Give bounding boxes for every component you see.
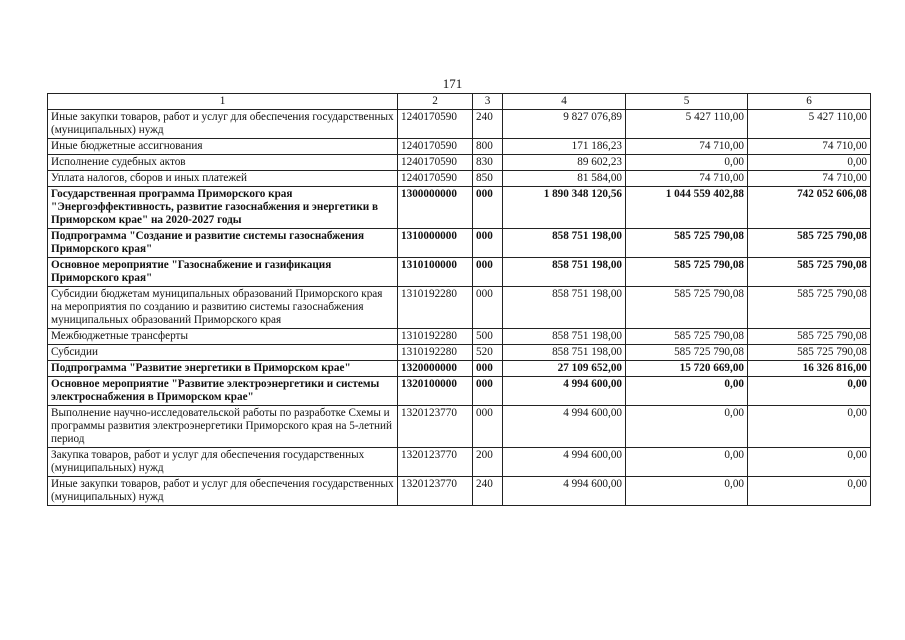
table-row [48, 448, 871, 477]
cell-amount-col5: 5 427 110,00 [626, 110, 748, 139]
cell-type: 000 [473, 287, 503, 329]
table-header-row [48, 94, 871, 110]
cell-amount-col4: 89 602,23 [503, 155, 626, 171]
cell-amount-col4: 858 751 198,00 [503, 258, 626, 287]
table-row [48, 229, 871, 258]
cell-name: Основное мероприятие "Газоснабжение и газификация Приморского края" [48, 258, 398, 287]
cell-amount-col5: 0,00 [626, 477, 748, 506]
cell-amount-col4: 4 994 600,00 [503, 377, 626, 406]
cell-amount-col4: 171 186,23 [503, 139, 626, 155]
cell-amount-col5: 74 710,00 [626, 171, 748, 187]
cell-type: 850 [473, 171, 503, 187]
column-header: 5 [626, 94, 748, 110]
cell-amount-col5: 0,00 [626, 377, 748, 406]
cell-name: Межбюджетные трансферты [48, 329, 398, 345]
cell-name: Иные бюджетные ассигнования [48, 139, 398, 155]
cell-amount-col4: 81 584,00 [503, 171, 626, 187]
cell-amount-col4: 858 751 198,00 [503, 287, 626, 329]
cell-type: 000 [473, 187, 503, 229]
cell-amount-col5: 585 725 790,08 [626, 287, 748, 329]
cell-amount-col4: 4 994 600,00 [503, 448, 626, 477]
cell-amount-col4: 9 827 076,89 [503, 110, 626, 139]
cell-amount-col5: 1 044 559 402,88 [626, 187, 748, 229]
cell-type: 240 [473, 477, 503, 506]
cell-type: 000 [473, 258, 503, 287]
budget-table [47, 93, 871, 506]
cell-name: Субсидии бюджетам муниципальных образований Приморского края на мероприятия по созданию и развитию системы газоснабжения муниципальных образований Приморского края [48, 287, 398, 329]
column-header: 3 [473, 94, 503, 110]
cell-name: Субсидии [48, 345, 398, 361]
cell-type: 000 [473, 229, 503, 258]
cell-name: Исполнение судебных актов [48, 155, 398, 171]
cell-amount-col6: 585 725 790,08 [748, 345, 871, 361]
cell-code: 1310192280 [398, 287, 473, 329]
cell-amount-col6: 16 326 816,00 [748, 361, 871, 377]
cell-amount-col6: 0,00 [748, 477, 871, 506]
cell-amount-col5: 585 725 790,08 [626, 329, 748, 345]
cell-type: 500 [473, 329, 503, 345]
cell-type: 200 [473, 448, 503, 477]
table-row [48, 329, 871, 345]
cell-amount-col6: 0,00 [748, 377, 871, 406]
cell-amount-col6: 585 725 790,08 [748, 258, 871, 287]
cell-name: Выполнение научно-исследовательской работы по разработке Схемы и программы развития электроэнергетики Приморского края на 5-летний период [48, 406, 398, 448]
table-row [48, 171, 871, 187]
cell-code: 1240170590 [398, 171, 473, 187]
cell-name: Подпрограмма "Развитие энергетики в Приморском крае" [48, 361, 398, 377]
page-number: 171 [442, 76, 463, 91]
cell-name: Закупка товаров, работ и услуг для обеспечения государственных (муниципальных) нужд [48, 448, 398, 477]
table-row [48, 406, 871, 448]
cell-name: Иные закупки товаров, работ и услуг для обеспечения государственных (муниципальных) нужд [48, 477, 398, 506]
cell-code: 1300000000 [398, 187, 473, 229]
table-row [48, 477, 871, 506]
cell-type: 830 [473, 155, 503, 171]
cell-type: 240 [473, 110, 503, 139]
cell-amount-col6: 0,00 [748, 448, 871, 477]
table-row [48, 155, 871, 171]
column-header: 6 [748, 94, 871, 110]
cell-amount-col6: 585 725 790,08 [748, 287, 871, 329]
cell-amount-col4: 4 994 600,00 [503, 406, 626, 448]
table-row [48, 258, 871, 287]
cell-amount-col5: 74 710,00 [626, 139, 748, 155]
cell-type: 000 [473, 361, 503, 377]
table-row [48, 377, 871, 406]
cell-type: 000 [473, 406, 503, 448]
cell-amount-col4: 858 751 198,00 [503, 345, 626, 361]
cell-code: 1310192280 [398, 345, 473, 361]
cell-amount-col6: 585 725 790,08 [748, 329, 871, 345]
cell-code: 1310192280 [398, 329, 473, 345]
cell-amount-col5: 15 720 669,00 [626, 361, 748, 377]
cell-type: 000 [473, 377, 503, 406]
cell-amount-col4: 1 890 348 120,56 [503, 187, 626, 229]
cell-name: Подпрограмма "Создание и развитие системы газоснабжения Приморского края" [48, 229, 398, 258]
cell-amount-col6: 5 427 110,00 [748, 110, 871, 139]
cell-code: 1240170590 [398, 139, 473, 155]
cell-amount-col6: 74 710,00 [748, 139, 871, 155]
table-row [48, 345, 871, 361]
table-row [48, 187, 871, 229]
cell-amount-col6: 74 710,00 [748, 171, 871, 187]
cell-amount-col6: 742 052 606,08 [748, 187, 871, 229]
table-row [48, 110, 871, 139]
cell-amount-col4: 4 994 600,00 [503, 477, 626, 506]
cell-type: 520 [473, 345, 503, 361]
cell-code: 1320123770 [398, 448, 473, 477]
cell-amount-col5: 585 725 790,08 [626, 345, 748, 361]
cell-code: 1320100000 [398, 377, 473, 406]
cell-amount-col6: 0,00 [748, 155, 871, 171]
table-row [48, 287, 871, 329]
cell-amount-col4: 858 751 198,00 [503, 329, 626, 345]
cell-code: 1320123770 [398, 477, 473, 506]
cell-code: 1310000000 [398, 229, 473, 258]
cell-name: Иные закупки товаров, работ и услуг для обеспечения государственных (муниципальных) нужд [48, 110, 398, 139]
cell-code: 1240170590 [398, 155, 473, 171]
cell-amount-col5: 0,00 [626, 448, 748, 477]
cell-code: 1320000000 [398, 361, 473, 377]
cell-amount-col6: 0,00 [748, 406, 871, 448]
table-row [48, 361, 871, 377]
cell-code: 1310100000 [398, 258, 473, 287]
cell-name: Основное мероприятие "Развитие электроэнергетики и системы электроснабжения в Приморском крае" [48, 377, 398, 406]
cell-name: Государственная программа Приморского края "Энергоэффективность, развитие газоснабжения и энергетики в Приморском крае" на 2020-2027 годы [48, 187, 398, 229]
column-header: 1 [48, 94, 398, 110]
cell-amount-col4: 27 109 652,00 [503, 361, 626, 377]
cell-code: 1240170590 [398, 110, 473, 139]
cell-type: 800 [473, 139, 503, 155]
cell-amount-col4: 858 751 198,00 [503, 229, 626, 258]
cell-code: 1320123770 [398, 406, 473, 448]
column-header: 4 [503, 94, 626, 110]
cell-amount-col5: 585 725 790,08 [626, 258, 748, 287]
cell-amount-col5: 0,00 [626, 155, 748, 171]
cell-amount-col5: 0,00 [626, 406, 748, 448]
cell-amount-col5: 585 725 790,08 [626, 229, 748, 258]
table-row [48, 139, 871, 155]
column-header: 2 [398, 94, 473, 110]
cell-name: Уплата налогов, сборов и иных платежей [48, 171, 398, 187]
cell-amount-col6: 585 725 790,08 [748, 229, 871, 258]
